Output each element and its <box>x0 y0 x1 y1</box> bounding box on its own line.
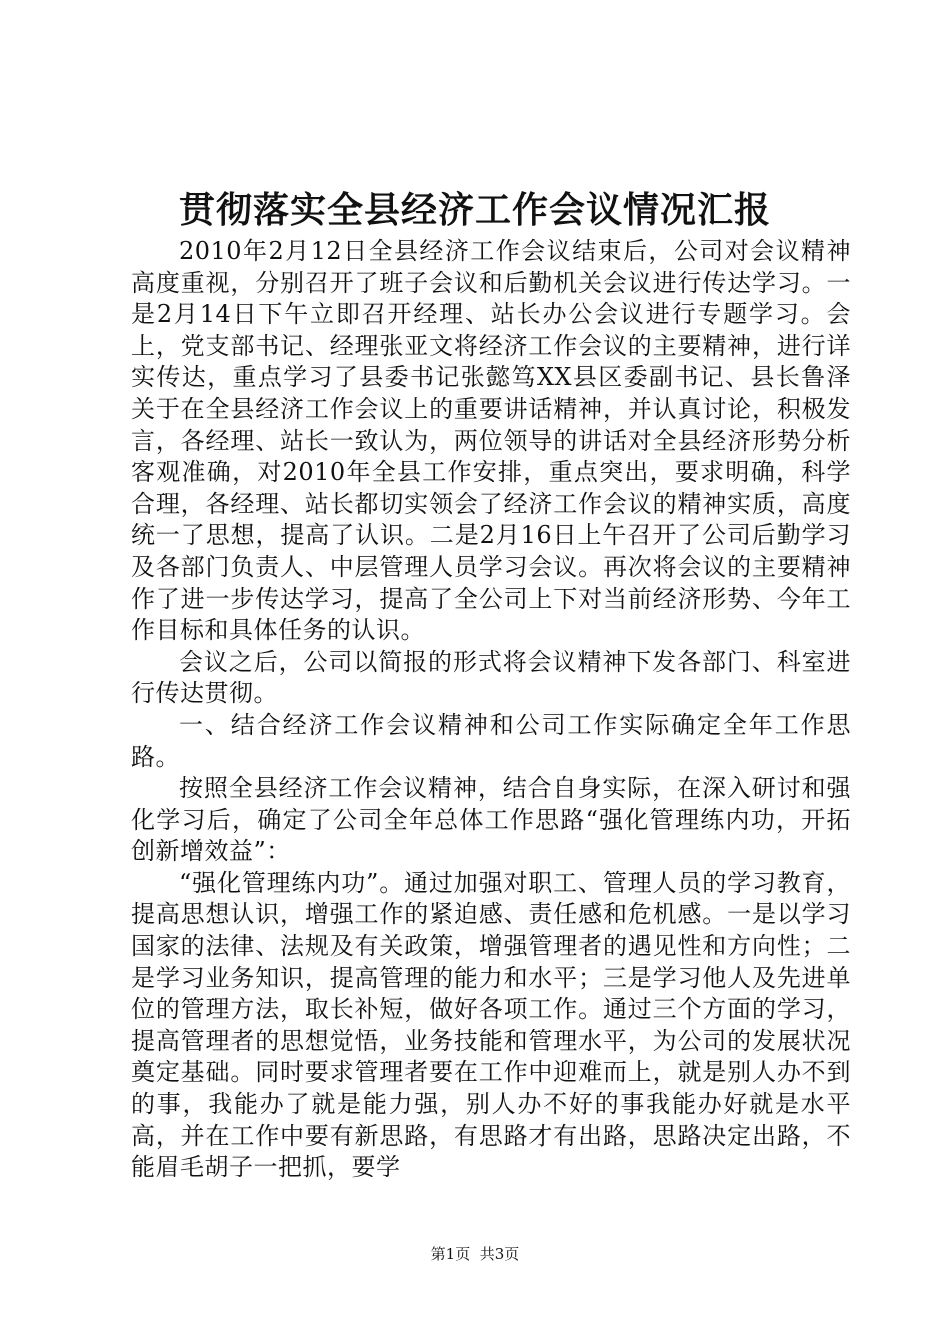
document-title: 贯彻落实全县经济工作会议情况汇报 <box>178 189 771 231</box>
paragraph-4: 按照全县经济工作会议精神，结合自身实际，在深入研讨和强化学习后，确定了公司全年总体工作思路“强化管理练内功，开拓创新增效益”： <box>131 774 851 866</box>
paragraph-5: “强化管理练内功”。通过加强对职工、管理人员的学习教育，提高思想认识，增强工作的紧迫感、责任感和危机感。一是以学习国家的法律、法规及有关政策，增强管理者的遇见性和方向性；二是学习业务知识，提高管理的能力和水平；三是学习他人及先进单位的管理方法，取长补短，做好各项工作。通过三个方面的学习，提高管理者的思想觉悟，业务技能和管理水平，为公司的发展状况奠定基础。同时要求管理者要在工作中迎难而上，就是别人办不到的事，我能办了就是能力强，别人办不好的事我能办好就是水平高，并在工作中要有新思路，有思路才有出路，思路决定出路，不能眉毛胡子一把抓，要学 <box>131 868 851 1182</box>
paragraph-1: 2010年2月12日全县经济工作会议结束后，公司对会议精神高度重视，分别召开了班子会议和后勤机关会议进行传达学习。一是2月14日下午立即召开经理、站长办公会议进行专题学习。会上，党支部书记、经理张亚文将经济工作会议的主要精神，进行详实传达，重点学习了县委书记张懿笃XX县区委副书记、县长鲁泽关于在全县经济工作会议上的重要讲话精神，并认真讨论，积极发言，各经理、站长一致认为，两位领导的讲话对全县经济形势分析客观准确，对2010年全县工作安排，重点突出，要求明确，科学合理，各经理、站长都切实领会了经济工作会议的精神实质，高度统一了思想，提高了认识。二是2月16日上午召开了公司后勤学习及各部门负责人、中层管理人员学习会议。再次将会议的主要精神作了进一步传达学习，提高了全公司上下对当前经济形势、今年工作目标和具体任务的认识。 <box>131 237 851 645</box>
page-number: 第1页 <box>430 1245 471 1263</box>
paragraph-2: 会议之后，公司以简报的形式将会议精神下发各部门、科室进行传达贯彻。 <box>131 647 851 708</box>
page-footer <box>0 1244 950 1264</box>
footer-spacer <box>470 1245 480 1263</box>
document-body <box>131 236 851 1184</box>
paragraph-3: 一、结合经济工作会议精神和公司工作实际确定全年工作思路。 <box>131 710 851 771</box>
page-total: 共3页 <box>479 1245 520 1263</box>
